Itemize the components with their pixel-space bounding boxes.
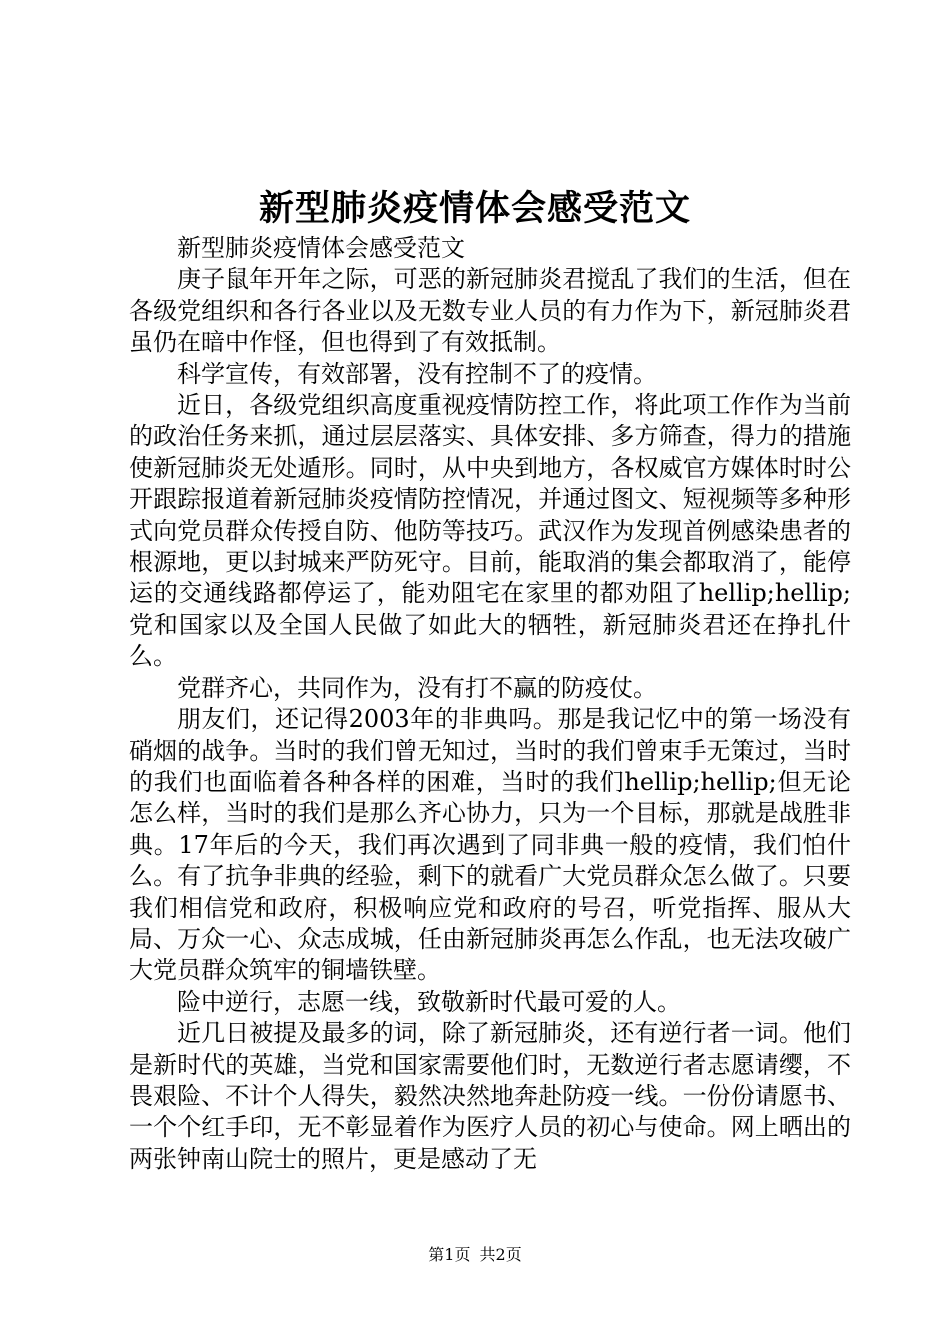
- paragraph-heading-repeat: 新型肺炎疫情体会感受范文: [177, 234, 465, 262]
- paragraph-section-3: 近几日被提及最多的词，除了新冠肺炎，还有逆行者一词。他们是新时代的英雄，当党和国家需要他们时，无数逆行者志愿请缨，不畏艰险、不计个人得失，毅然决然地奔赴防疫一线。一份份请愿书、一个个红手印，无不彰显着作为医疗人员的初心与使命。网上晒出的两张钟南山院士的照片，更是感动了无: [129, 1019, 851, 1173]
- paragraph-subheading-3: 险中逆行，志愿一线，致敬新时代最可爱的人。: [177, 987, 681, 1016]
- document-body: [129, 233, 851, 1175]
- page-number: 第1页: [428, 1245, 471, 1264]
- paragraph-subheading-1: 科学宣传，有效部署，没有控制不了的疫情。: [177, 359, 657, 388]
- paragraph-section-1: 近日，各级党组织高度重视疫情防控工作，将此项工作作为当前的政治任务来抓，通过层层落实、具体安排、多方筛查，得力的措施使新冠肺炎无处遁形。同时，从中央到地方，各权威官方媒体时时公开跟踪报道着新冠肺炎疫情防控情况，并通过图文、短视频等多种形式向党员群众传授自防、他防等技巧。武汉作为发现首例感染患者的根源地，更以封城来严防死守。目前，能取消的集会都取消了，能停运的交通线路都停运了，能劝阻宅在家里的都劝阻了hellip;hellip;党和国家以及全国人民做了如此大的牺牲，新冠肺炎君还在挣扎什么。: [129, 391, 851, 671]
- paragraph-subheading-2: 党群齐心，共同作为，没有打不赢的防疫仗。: [177, 673, 657, 702]
- page-title: 新型肺炎疫情体会感受范文: [258, 188, 691, 229]
- page-footer: [0, 1244, 950, 1266]
- paragraph-section-2: 朋友们，还记得2003年的非典吗。那是我记忆中的第一场没有硝烟的战争。当时的我们曾无知过，当时的我们曾束手无策过，当时的我们也面临着各种各样的困难，当时的我们hellip;hellip;但无论怎么样，当时的我们是那么齐心协力，只为一个目标，那就是战胜非典。17年后的今天，我们再次遇到了同非典一般的疫情，我们怕什么。有了抗争非典的经验，剩下的就看广大党员群众怎么做了。只要我们相信党和政府，积极响应党和政府的号召，听党指挥、服从大局、万众一心、众志成城，任由新冠肺炎再怎么作乱，也无法攻破广大党员群众筑牢的铜墙铁壁。: [129, 705, 851, 985]
- paragraph-intro: 庚子鼠年开年之际，可恶的新冠肺炎君搅乱了我们的生活，但在各级党组织和各行各业以及无数专业人员的有力作为下，新冠肺炎君虽仍在暗中作怪，但也得到了有效抵制。: [129, 265, 851, 357]
- page-count: 共2页: [479, 1245, 522, 1264]
